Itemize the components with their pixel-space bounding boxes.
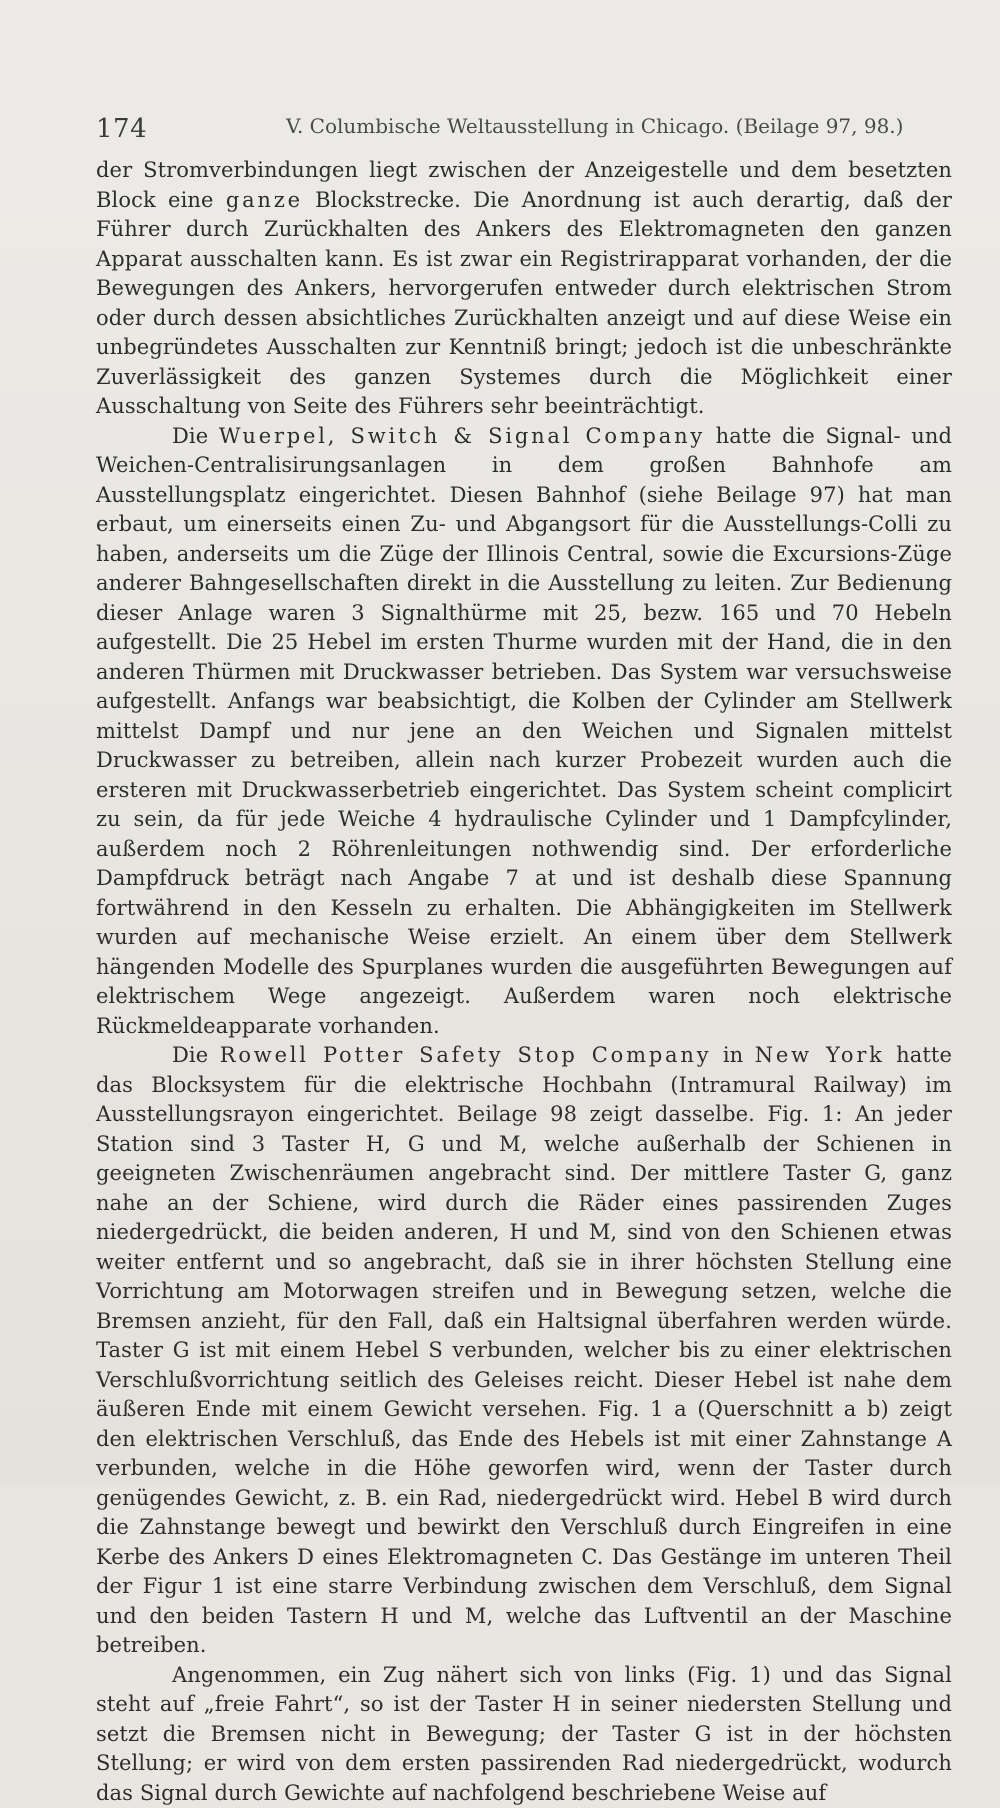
paragraph-3	[96, 1041, 952, 1661]
page-header	[96, 104, 954, 144]
paragraph-2	[96, 422, 952, 1042]
text-segment: hatte das Blocksystem für die elektrische Hochbahn (Intramural Railway) im Ausstellungsrayon eingerichtet. Beilage 98 zeigt dasselbe. Fig. 1: An jeder Station sind 3 Taster H, G und M, welche außerhalb der Schienen in geeigneten Zwischenräumen angebracht sind. Der mittlere Taster G, ganz nahe an der Schiene, wird durch die Räder eines passirenden Zuges niedergedrückt, die beiden anderen, H und M, sind von den Schienen etwas weiter entfernt und so angebracht, daß sie in ihrer höchsten Stellung eine Vorrichtung am Motorwagen streifen und in Bewegung setzen, welche die Bremsen anzieht, für den Fall, daß ein Haltsignal überfahren werden würde. Taster G ist mit einem Hebel S verbunden, welcher bis zu einer elektrischen Verschlußvorrichtung seitlich des Geleises reicht. Dieser Hebel ist nahe dem äußeren Ende mit einem Gewicht versehen. Fig. 1 a (Querschnitt a b) zeigt den elektrischen Verschluß, das Ende des Hebels ist mit einer Zahnstange A verbunden, welche in die Höhe geworfen wird, wenn der Taster durch genügendes Gewicht, z. B. ein Rad, niedergedrückt wird. Hebel B wird durch die Zahnstange bewegt und bewirkt den Verschluß durch Eingreifen in eine Kerbe des Ankers D eines Elektromagneten C. Das Gestänge im unteren Theil der Figur 1 ist eine starre Verbindung zwischen dem Verschluß, dem Signal und den beiden Tastern H und M, welche das Luftventil an der Maschine betreiben.	[96, 1043, 952, 1657]
page-number: 174	[96, 114, 147, 144]
place-name: New York	[755, 1043, 885, 1067]
body-text	[96, 156, 952, 1808]
company-name: Rowell Potter Safety Stop Company	[220, 1043, 712, 1067]
paragraph-1	[96, 156, 952, 422]
text-segment: in	[711, 1043, 754, 1067]
text-segment: hatte die Signal- und Weichen-Centralisirungsanlagen in dem großen Bahnhofe am Ausstellungsplatz eingerichtet. Diesen Bahnhof (siehe Beilage 97) hat man erbaut, um einerseits einen Zu- und Abgangsort für die Ausstellungs-Colli zu haben, anderseits um die Züge der Illinois Central, sowie die Excursions-Züge anderer Bahngesellschaften direkt in die Ausstellung zu leiten. Zur Bedienung dieser Anlage waren 3 Signalthürme mit 25, bezw. 165 und 70 Hebeln aufgestellt. Die 25 Hebel im ersten Thurme wurden mit der Hand, die in den anderen Thürmen mit Druckwasser betrieben. Das System war versuchsweise aufgestellt. Anfangs war beabsichtigt, die Kolben der Cylinder am Stellwerk mittelst Dampf und nur jene an den Weichen und Signalen mittelst Druckwasser zu betreiben, allein nach kurzer Probezeit wurden auch die ersteren mit Druckwasserbetrieb eingerichtet. Das System scheint complicirt zu sein, da für jede Weiche 4 hydraulische Cylinder und 1 Dampfcylinder, außerdem noch 2 Röhrenleitungen nothwendig sind. Der erforderliche Dampfdruck beträgt nach Angabe 7 at und ist deshalb diese Spannung fortwährend in den Kesseln zu erhalten. Die Abhängigkeiten im Stellwerk wurden auf mechanische Weise erzielt. An einem über dem Stellwerk hängenden Modelle des Spurplanes wurden die ausgeführten Bewegungen auf elektrischem Wege angezeigt. Außerdem waren noch elektrische Rückmeldeapparate vorhanden.	[96, 424, 952, 1038]
text-segment: Blockstrecke. Die Anordnung ist auch derartig, daß der Führer durch Zurückhalten des Ankers des Elektromagneten den ganzen Apparat ausschalten kann. Es ist zwar ein Registrirapparat vorhanden, der die Bewegungen des Ankers, hervorgerufen entweder durch elektrischen Strom oder durch dessen absichtliches Zurückhalten anzeigt und auf diese Weise ein unbegründetes Ausschalten zur Kenntniß bringt; jedoch ist die unbeschränkte Zuverlässigkeit des ganzen Systemes durch die Möglichkeit einer Ausschaltung von Seite des Führers sehr beeinträchtigt.	[96, 188, 952, 419]
paragraph-4	[96, 1661, 952, 1808]
company-name: Wuerpel, Switch & Signal Company	[219, 424, 705, 448]
emphasis-text: ganze	[226, 188, 303, 212]
text-segment: Angenommen, ein Zug nähert sich von links (Fig. 1) und das Signal steht auf „freie Fahrt“, so ist der Taster H in seiner niedersten Stellung und setzt die Bremsen nicht in Bewegung; der Taster G ist in der höchsten Stellung; er wird von dem ersten passirenden Rad niedergedrückt, wodurch das Signal durch Gewichte auf nachfolgend beschriebene Weise auf	[96, 1663, 952, 1805]
text-segment: Die	[172, 1043, 220, 1067]
text-segment: Die	[172, 424, 219, 448]
text-segment: der Stromverbindungen liegt zwischen der Anzeigestelle und dem besetzten Block eine	[96, 158, 952, 212]
running-head: V. Columbische Weltausstellung in Chicago. (Beilage 97, 98.)	[286, 114, 903, 138]
